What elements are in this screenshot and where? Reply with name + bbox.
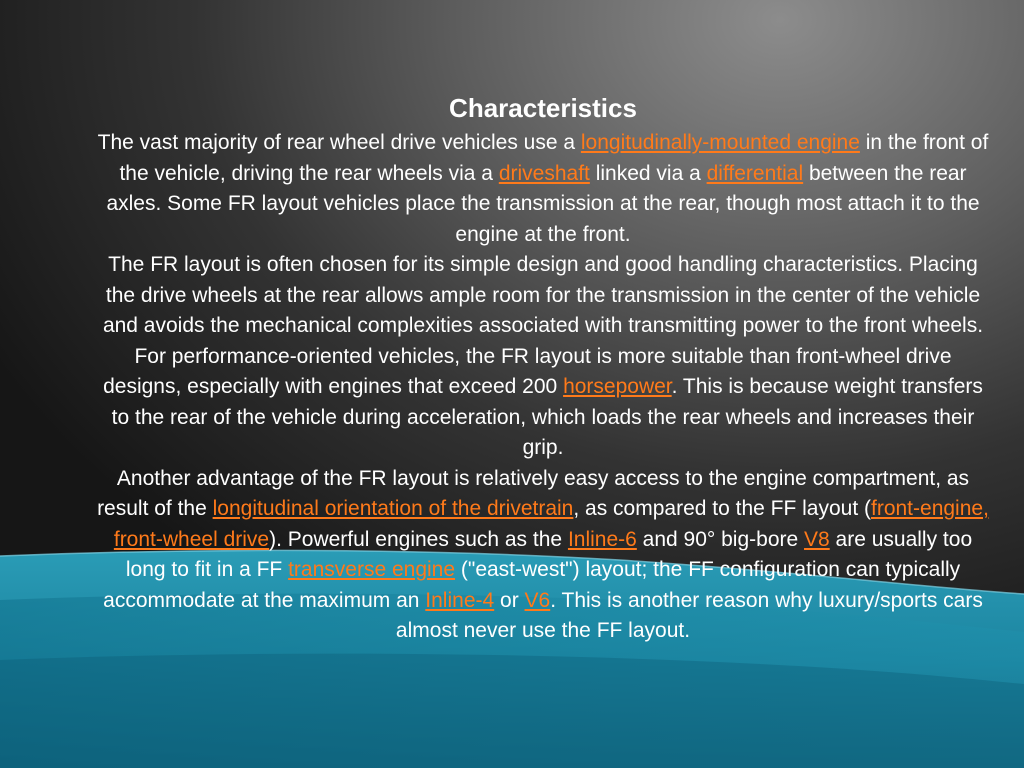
text-run: are usually too long to fit in a FF [125,527,973,581]
hyperlink[interactable]: Inline-4 [425,588,495,612]
text-run: and 90° big-bore [636,527,805,551]
hyperlink[interactable]: driveshaft [498,161,590,185]
text-run: between the rear axles. Some FR layout vehicles place the transmission at the rear, though most attach it to the engine at the front. [106,161,980,246]
text-run: in the front of the vehicle, driving the rear wheels via a [119,131,989,185]
hyperlink[interactable]: transverse engine [288,558,456,581]
hyperlink[interactable]: front-engine, front-wheel drive [113,497,989,551]
text-run: . This is another reason why luxury/sports cars almost never use the FF layout. [395,588,983,642]
hyperlink[interactable]: Inline-6 [567,527,637,551]
text-run: . This is because weight transfers to the rear of the vehicle during acceleration, which loads the rear wheels and increases their grip. [111,375,983,459]
hyperlink[interactable]: longitudinal orientation of the drivetrain [212,497,574,520]
text-run: ). Powerful engines such as the [269,527,568,551]
hyperlink[interactable]: V8 [804,527,830,551]
slide-title: Characteristics [449,93,637,123]
text-run: The FR layout is often chosen for its simple design and good handling characteristics. Placing the drive wheels at the rear allows ample room for the transmission in the center of the vehicle and avoids the mechanical complexities associated with transmitting power to the front wheels. For performance-oriented vehicles, the FR layout is more suitable than front-wheel drive designs, especially with engines that exceed 200 [102,253,984,398]
hyperlink[interactable]: longitudinally-mounted engine [580,131,860,154]
paragraph-1 [96,128,990,250]
slide-content [96,88,990,647]
paragraph-2 [96,250,990,464]
hyperlink[interactable]: differential [706,161,804,185]
text-run: , as compared to the FF layout ( [573,497,871,520]
hyperlink[interactable]: horsepower [563,375,672,398]
text-run: The vast majority of rear wheel drive vehicles use a [97,131,581,154]
paragraph-3 [96,464,990,647]
text-run: ("east-west") layout; the FF configuration can typically accommodate at the maximum an [103,558,961,612]
hyperlink[interactable]: V6 [524,588,551,612]
text-run: linked via a [589,161,707,185]
text-run: or [494,588,525,612]
body-text [96,128,990,647]
text-run: Another advantage of the FR layout is relatively easy access to the engine compartment, as result of the [97,466,970,520]
